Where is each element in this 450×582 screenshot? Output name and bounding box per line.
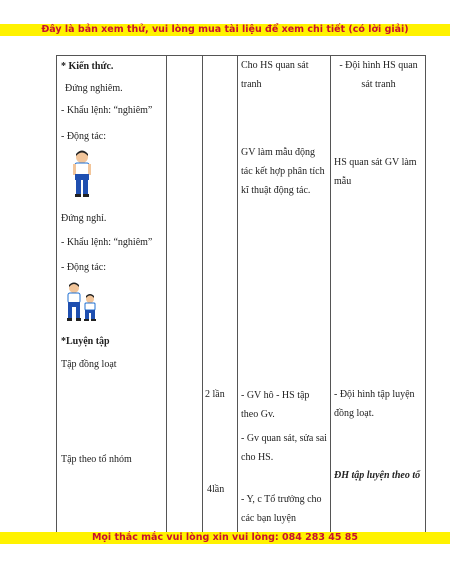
teacher-activity-1: Cho HS quan sát tranh (241, 60, 309, 90)
student-activity-2: HS quan sát GV làm mẫu (334, 157, 417, 187)
dong-tac-2: - Động tác: (61, 262, 106, 273)
student-activity-cell (331, 56, 426, 533)
standing-at-ease-figures (65, 282, 97, 322)
lesson-plan-table (56, 55, 426, 533)
dung-nghiem-label: Đứng nghiêm. (65, 83, 123, 94)
student-activity-3: - Đội hình tập luyện đồng loạt. (334, 389, 415, 419)
student-activity-4: ĐH tập luyện theo tổ (334, 470, 421, 481)
teacher-activity-3: - GV hô - HS tập theo Gv. (241, 390, 310, 420)
khau-lenh-1: - Khẩu lệnh: “nghiêm” (61, 105, 153, 116)
teacher-activity-4: - Gv quan sát, sửa sai cho HS. (241, 433, 327, 463)
repetition-count-1: 2 lần (205, 389, 225, 400)
time-cell (167, 56, 203, 533)
student-activity-1: - Đội hình HS quan sát tranh (339, 60, 418, 90)
khau-lenh-2: - Khẩu lệnh: “nghiêm” (61, 237, 153, 248)
teacher-activity-2: GV làm mẫu động tác kết hợp phân tích kĩ thuật động tác. (241, 147, 325, 196)
repetitions-cell (203, 56, 238, 533)
tap-dong-loat-label: Tập đồng loạt (61, 359, 117, 370)
dong-tac-1: - Động tác: (61, 131, 106, 142)
footer-banner: Mọi thắc mắc vui lòng xin vui lòng: 084 283 45 85 (0, 532, 450, 544)
repetition-count-2: 4lần (207, 484, 225, 495)
standing-attention-figure (71, 150, 93, 198)
tap-theo-to-label: Tập theo tổ nhóm (61, 454, 132, 465)
header-banner: Đây là bản xem thử, vui lòng mua tài liệu để xem chi tiết (có lời giải) (0, 24, 450, 36)
teacher-activity-cell (238, 56, 331, 533)
content-cell (57, 56, 167, 533)
kien-thuc-heading: * Kiến thức. (61, 61, 114, 72)
dung-nghi-label: Đứng nghỉ. (61, 213, 107, 224)
table-row (57, 56, 426, 533)
teacher-activity-5: - Y, c Tổ trưởng cho các bạn luyện (241, 494, 322, 524)
luyen-tap-heading: *Luyện tập (61, 336, 110, 347)
